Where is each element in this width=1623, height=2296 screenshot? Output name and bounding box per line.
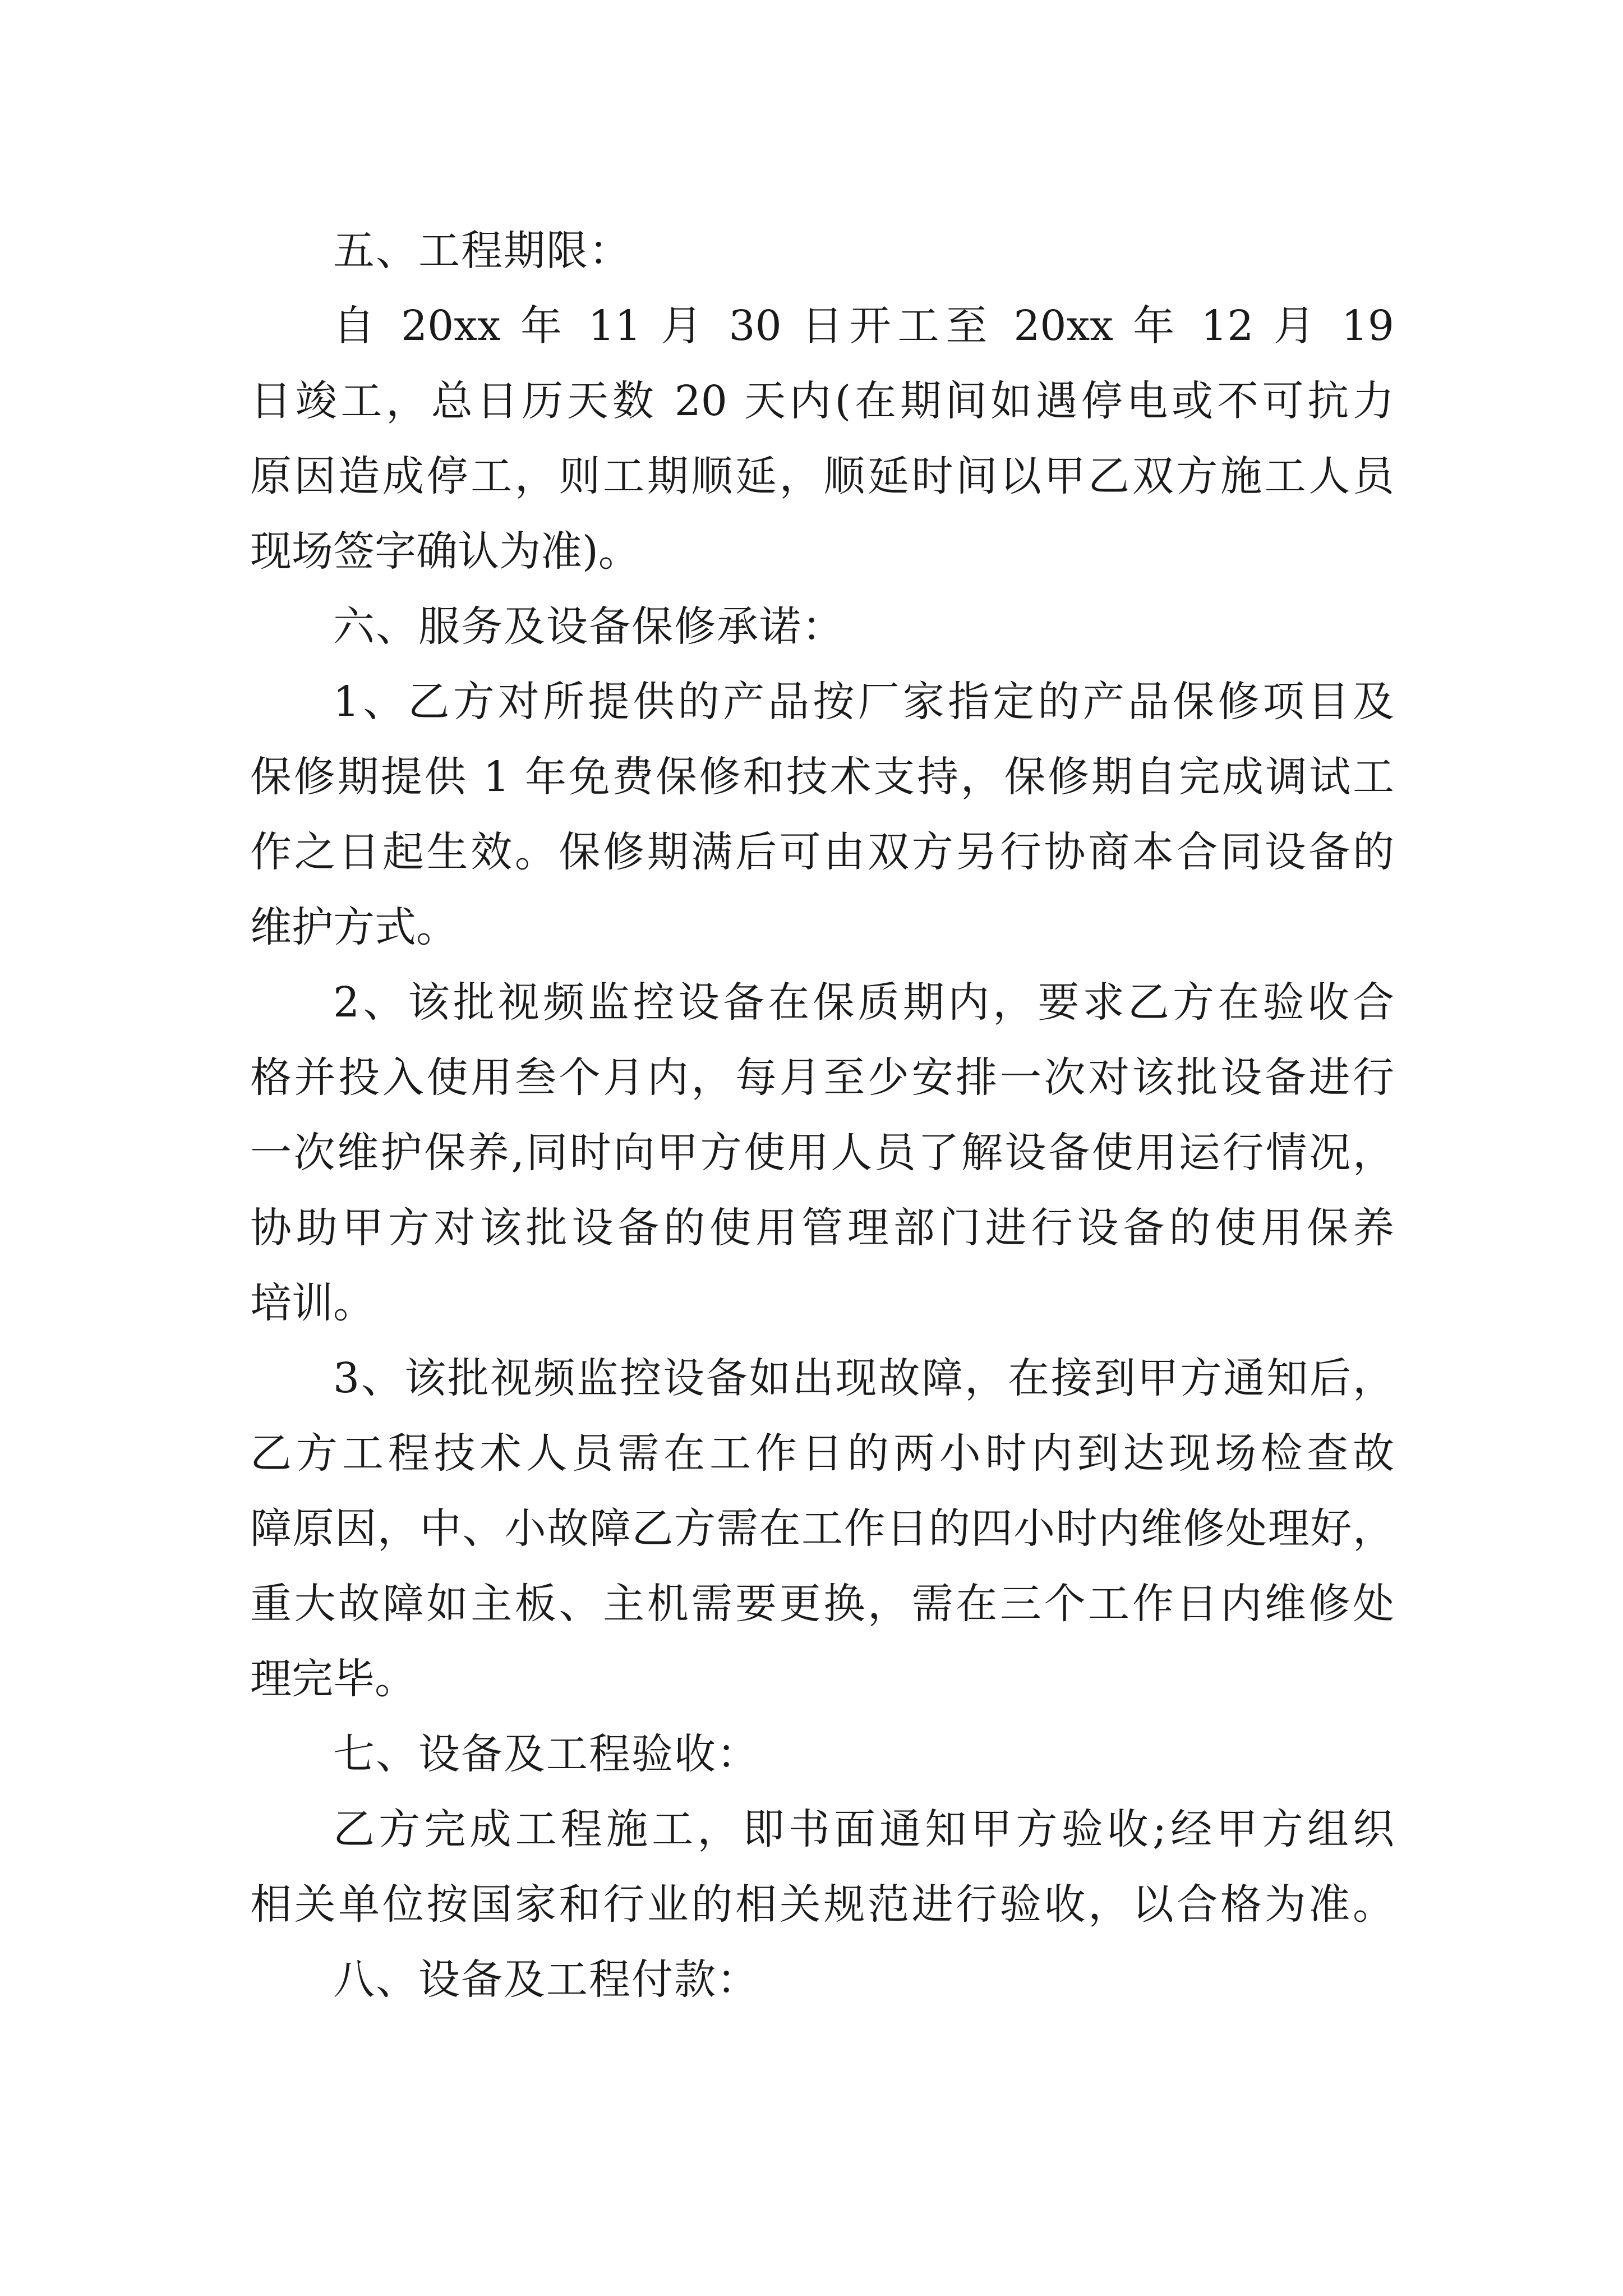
paragraph-line: 乙方完成工程施工，即书面通知甲方验收;经甲方组织 [333,1805,1394,1853]
paragraph-line: 一次维护保养,同时向甲方使用人员了解设备使用运行情况， [250,1129,1394,1177]
paragraph-line: 相关单位按国家和行业的相关规范进行验收，以合格为准。 [250,1880,1394,1929]
paragraph-line: 2、该批视频监控设备在保质期内，要求乙方在验收合 [333,978,1394,1027]
paragraph-line: 重大故障如主板、主机需要更换，需在三个工作日内维修处 [250,1580,1394,1628]
document-body [250,213,1394,2017]
paragraph-line: 作之日起生效。保修期满后可由双方另行协商本合同设备的 [250,828,1394,876]
paragraph-line: 协助甲方对该批设备的使用管理部门进行设备的使用保养 [250,1204,1394,1252]
paragraph-line: 3、该批视频监控设备如出现故障，在接到甲方通知后， [333,1354,1394,1402]
paragraph-line: 保修期提供 1 年免费保修和技术支持，保修期自完成调试工 [250,753,1394,801]
paragraph-line: 自 20xx 年 11 月 30 日开工至 20xx 年 12 月 19 [333,302,1394,350]
section-heading: 七、设备及工程验收： [333,1730,759,1778]
section-heading: 六、服务及设备保修承诺： [333,602,845,651]
paragraph-line: 乙方工程技术人员需在工作日的两小时内到达现场检查故 [250,1429,1394,1478]
paragraph-line: 原因造成停工，则工期顺延，顺延时间以甲乙双方施工人员 [250,452,1394,500]
paragraph-line: 格并投入使用叁个月内，每月至少安排一次对该批设备进行 [250,1053,1394,1102]
paragraph-line: 培训。 [250,1279,375,1327]
section-heading: 五、工程期限： [333,227,631,275]
paragraph-line: 理完毕。 [250,1655,416,1703]
section-heading: 八、设备及工程付款： [333,1955,759,2004]
paragraph-line: 日竣工，总日历天数 20 天内(在期间如遇停电或不可抗力 [250,377,1394,425]
paragraph-line: 维护方式。 [250,903,458,951]
paragraph-line: 现场签字确认为准)。 [250,527,640,576]
paragraph-line: 1、乙方对所提供的产品按厂家指定的产品保修项目及 [333,678,1394,726]
paragraph-line: 障原因，中、小故障乙方需在工作日的四小时内维修处理好， [250,1504,1394,1553]
